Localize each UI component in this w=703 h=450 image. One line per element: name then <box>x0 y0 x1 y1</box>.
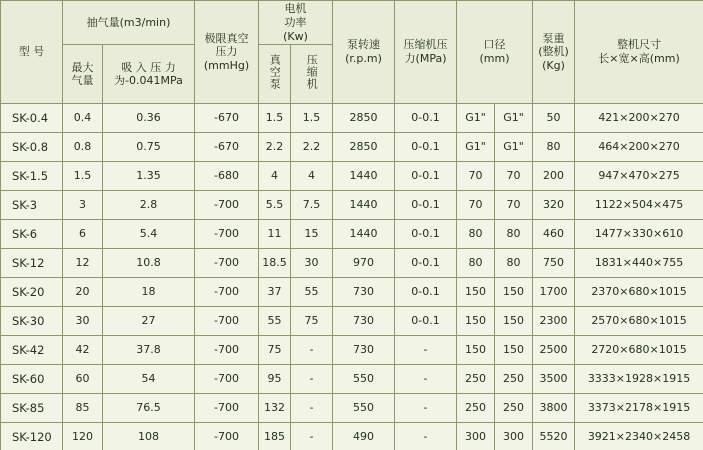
table-cell-motor-compressor: 2.2 <box>291 133 333 162</box>
table-row <box>1 220 703 249</box>
table-cell-suction-at-pressure: 27 <box>103 307 195 336</box>
table-cell-motor-compressor: - <box>291 423 333 450</box>
table-cell-suction-at-pressure: 0.75 <box>103 133 195 162</box>
table-cell-pump-speed: 970 <box>333 249 395 278</box>
table-cell-bore-in: 250 <box>457 365 495 394</box>
table-cell-ultimate-vacuum: -700 <box>195 365 259 394</box>
table-body <box>1 104 703 450</box>
table-cell-compressor-pressure: 0-0.1 <box>395 307 457 336</box>
header-row-1 <box>1 1 703 45</box>
table-cell-overall-size: 421×200×270 <box>575 104 703 133</box>
header-motor-vacuum <box>259 45 291 104</box>
table-cell-compressor-pressure: 0-0.1 <box>395 220 457 249</box>
table-header <box>1 1 703 104</box>
table-cell-suction-at-pressure: 1.35 <box>103 162 195 191</box>
table-row <box>1 336 703 365</box>
table-cell-overall-size: 464×200×270 <box>575 133 703 162</box>
table-cell-motor-compressor: - <box>291 394 333 423</box>
table-cell-bore-in: 150 <box>457 336 495 365</box>
table-cell-suction-max: 12 <box>63 249 103 278</box>
table-cell-suction-max: 3 <box>63 191 103 220</box>
header-overall-size-line2: 长×宽×高(mm) <box>598 52 680 66</box>
table-cell-pump-weight: 3500 <box>533 365 575 394</box>
table-cell-bore-in: 70 <box>457 191 495 220</box>
table-cell-model: SK-30 <box>1 307 63 336</box>
table-cell-ultimate-vacuum: -700 <box>195 307 259 336</box>
table-cell-compressor-pressure: 0-0.1 <box>395 278 457 307</box>
header-overall-size <box>575 1 703 104</box>
header-ultimate-vacuum-line1: 极限真空 <box>204 31 249 45</box>
table-cell-pump-speed: 730 <box>333 307 395 336</box>
header-pump-speed <box>333 1 395 104</box>
table-cell-compressor-pressure: - <box>395 365 457 394</box>
table-cell-ultimate-vacuum: -700 <box>195 191 259 220</box>
table-cell-overall-size: 3373×2178×1915 <box>575 394 703 423</box>
table-cell-bore-in: 300 <box>457 423 495 450</box>
table-cell-suction-at-pressure: 0.36 <box>103 104 195 133</box>
table-cell-pump-speed: 550 <box>333 365 395 394</box>
table-cell-pump-speed: 730 <box>333 336 395 365</box>
table-cell-compressor-pressure: 0-0.1 <box>395 133 457 162</box>
table-cell-compressor-pressure: - <box>395 336 457 365</box>
table-cell-overall-size: 3333×1928×1915 <box>575 365 703 394</box>
table-cell-suction-at-pressure: 37.8 <box>103 336 195 365</box>
table-cell-motor-compressor: - <box>291 365 333 394</box>
table-row <box>1 394 703 423</box>
table-cell-model: SK-3 <box>1 191 63 220</box>
table-cell-motor-compressor: 7.5 <box>291 191 333 220</box>
table-cell-pump-speed: 730 <box>333 278 395 307</box>
table-cell-model: SK-20 <box>1 278 63 307</box>
table-cell-overall-size: 3921×2340×2458 <box>575 423 703 450</box>
header-pump-speed-unit: (r.p.m) <box>345 52 382 66</box>
table-cell-ultimate-vacuum: -700 <box>195 394 259 423</box>
table-cell-ultimate-vacuum: -700 <box>195 423 259 450</box>
table-cell-overall-size: 2720×680×1015 <box>575 336 703 365</box>
table-cell-suction-max: 85 <box>63 394 103 423</box>
header-motor-unit: (Kw) <box>283 29 308 43</box>
header-suction-at-pressure-line2: 为-0.041MPa <box>114 74 183 88</box>
table-cell-motor-compressor: 75 <box>291 307 333 336</box>
table-cell-bore-out: 300 <box>495 423 533 450</box>
table-cell-pump-weight: 50 <box>533 104 575 133</box>
table-cell-pump-speed: 1440 <box>333 162 395 191</box>
header-suction-at-pressure <box>103 45 195 104</box>
header-motor-compressor <box>291 45 333 104</box>
table-cell-motor-vacuum: 2.2 <box>259 133 291 162</box>
table-cell-motor-vacuum: 95 <box>259 365 291 394</box>
table-cell-pump-weight: 320 <box>533 191 575 220</box>
header-model: 型 号 <box>1 1 63 104</box>
header-compressor-pressure-line1: 压缩机压 <box>403 38 448 52</box>
table-cell-motor-compressor: 55 <box>291 278 333 307</box>
table-cell-pump-weight: 1700 <box>533 278 575 307</box>
table-cell-ultimate-vacuum: -670 <box>195 104 259 133</box>
table-cell-motor-vacuum: 18.5 <box>259 249 291 278</box>
table-cell-suction-max: 0.8 <box>63 133 103 162</box>
table-cell-model: SK-42 <box>1 336 63 365</box>
table-cell-bore-out: 80 <box>495 249 533 278</box>
table-cell-pump-speed: 2850 <box>333 104 395 133</box>
table-cell-bore-out: 150 <box>495 336 533 365</box>
table-cell-suction-max: 1.5 <box>63 162 103 191</box>
table-cell-ultimate-vacuum: -700 <box>195 220 259 249</box>
header-pump-weight <box>533 1 575 104</box>
table-cell-bore-out: G1" <box>495 133 533 162</box>
table-cell-motor-vacuum: 5.5 <box>259 191 291 220</box>
table-cell-ultimate-vacuum: -700 <box>195 336 259 365</box>
table-cell-suction-at-pressure: 76.5 <box>103 394 195 423</box>
table-cell-ultimate-vacuum: -700 <box>195 249 259 278</box>
table-row <box>1 365 703 394</box>
table-cell-model: SK-6 <box>1 220 63 249</box>
table-cell-model: SK-12 <box>1 249 63 278</box>
table-cell-motor-vacuum: 1.5 <box>259 104 291 133</box>
table-row <box>1 104 703 133</box>
table-cell-pump-speed: 1440 <box>333 191 395 220</box>
table-cell-pump-weight: 200 <box>533 162 575 191</box>
table-cell-pump-speed: 550 <box>333 394 395 423</box>
header-pump-speed-line1: 泵转速 <box>347 38 381 52</box>
table-cell-compressor-pressure: 0-0.1 <box>395 249 457 278</box>
table-cell-compressor-pressure: 0-0.1 <box>395 191 457 220</box>
table-cell-motor-compressor: - <box>291 336 333 365</box>
table-cell-overall-size: 947×470×275 <box>575 162 703 191</box>
table-cell-bore-out: G1" <box>495 104 533 133</box>
table-cell-bore-in: 80 <box>457 249 495 278</box>
table-cell-pump-weight: 2500 <box>533 336 575 365</box>
table-cell-motor-compressor: 15 <box>291 220 333 249</box>
header-bore <box>457 1 533 104</box>
table-cell-motor-compressor: 30 <box>291 249 333 278</box>
table-cell-ultimate-vacuum: -700 <box>195 278 259 307</box>
table-cell-pump-speed: 2850 <box>333 133 395 162</box>
table-row <box>1 162 703 191</box>
table-cell-pump-weight: 3800 <box>533 394 575 423</box>
table-cell-pump-weight: 2300 <box>533 307 575 336</box>
table-cell-compressor-pressure: 0-0.1 <box>395 162 457 191</box>
table-cell-motor-vacuum: 132 <box>259 394 291 423</box>
header-suction-max-line2: 气量 <box>71 74 94 88</box>
table-cell-pump-weight: 80 <box>533 133 575 162</box>
table-row <box>1 307 703 336</box>
table-cell-suction-at-pressure: 10.8 <box>103 249 195 278</box>
table-cell-model: SK-0.4 <box>1 104 63 133</box>
table-cell-bore-out: 150 <box>495 307 533 336</box>
table-cell-bore-out: 250 <box>495 394 533 423</box>
table-cell-motor-vacuum: 55 <box>259 307 291 336</box>
table-cell-suction-at-pressure: 18 <box>103 278 195 307</box>
table-cell-pump-weight: 460 <box>533 220 575 249</box>
table-row <box>1 133 703 162</box>
header-suction-at-pressure-line1: 吸 入 压 力 <box>121 60 176 74</box>
table-cell-model: SK-60 <box>1 365 63 394</box>
table-cell-overall-size: 2570×680×1015 <box>575 307 703 336</box>
table-cell-bore-out: 150 <box>495 278 533 307</box>
table-cell-model: SK-85 <box>1 394 63 423</box>
table-cell-pump-speed: 1440 <box>333 220 395 249</box>
table-cell-bore-in: 150 <box>457 307 495 336</box>
table-cell-model: SK-120 <box>1 423 63 450</box>
table-cell-bore-out: 70 <box>495 191 533 220</box>
table-cell-bore-in: 250 <box>457 394 495 423</box>
table-cell-suction-max: 20 <box>63 278 103 307</box>
table-cell-bore-out: 80 <box>495 220 533 249</box>
table-cell-suction-at-pressure: 2.8 <box>103 191 195 220</box>
header-compressor-pressure-line2: 力(MPa) <box>404 52 447 66</box>
header-suction-max <box>63 45 103 104</box>
table-cell-overall-size: 1477×330×610 <box>575 220 703 249</box>
header-pump-weight-line1: 泵重 <box>542 31 565 45</box>
header-overall-size-line1: 整机尺寸 <box>617 38 662 52</box>
table-cell-suction-max: 42 <box>63 336 103 365</box>
table-cell-motor-vacuum: 11 <box>259 220 291 249</box>
table-cell-ultimate-vacuum: -670 <box>195 133 259 162</box>
header-suction-max-line1: 最大 <box>71 60 94 74</box>
header-motor-compressor-label: 压缩机 <box>305 54 319 91</box>
table-cell-motor-vacuum: 185 <box>259 423 291 450</box>
table-cell-ultimate-vacuum: -680 <box>195 162 259 191</box>
table-cell-bore-out: 70 <box>495 162 533 191</box>
table-cell-overall-size: 2370×680×1015 <box>575 278 703 307</box>
table-cell-suction-max: 0.4 <box>63 104 103 133</box>
table-cell-suction-at-pressure: 108 <box>103 423 195 450</box>
table-cell-model: SK-1.5 <box>1 162 63 191</box>
table-row <box>1 423 703 450</box>
table-cell-bore-in: 80 <box>457 220 495 249</box>
header-motor-line2: 功率 <box>284 15 307 29</box>
table-cell-model: SK-0.8 <box>1 133 63 162</box>
table-cell-suction-at-pressure: 54 <box>103 365 195 394</box>
table-row <box>1 249 703 278</box>
table-cell-suction-max: 60 <box>63 365 103 394</box>
header-pump-weight-unit: (Kg) <box>542 59 565 72</box>
table-row <box>1 278 703 307</box>
table-cell-pump-weight: 5520 <box>533 423 575 450</box>
header-ultimate-vacuum <box>195 1 259 104</box>
header-bore-unit: (mm) <box>479 52 510 66</box>
table-cell-overall-size: 1122×504×475 <box>575 191 703 220</box>
table-cell-motor-compressor: 4 <box>291 162 333 191</box>
table-row <box>1 191 703 220</box>
header-suction-group: 抽气量(m3/min) <box>63 1 195 45</box>
table-cell-bore-out: 250 <box>495 365 533 394</box>
table-cell-pump-weight: 750 <box>533 249 575 278</box>
header-motor-vacuum-label: 真空泵 <box>268 54 282 91</box>
table-cell-compressor-pressure: - <box>395 423 457 450</box>
table-cell-suction-at-pressure: 5.4 <box>103 220 195 249</box>
table-cell-suction-max: 30 <box>63 307 103 336</box>
header-bore-line1: 口径 <box>483 38 506 52</box>
table-cell-bore-in: G1" <box>457 104 495 133</box>
table-cell-bore-in: 70 <box>457 162 495 191</box>
header-ultimate-vacuum-unit: (mmHg) <box>203 59 250 72</box>
table-cell-bore-in: G1" <box>457 133 495 162</box>
table-cell-compressor-pressure: - <box>395 394 457 423</box>
table-cell-motor-vacuum: 37 <box>259 278 291 307</box>
header-motor-power-group <box>259 1 333 45</box>
table-cell-motor-vacuum: 75 <box>259 336 291 365</box>
header-compressor-pressure <box>395 1 457 104</box>
header-pump-weight-line2: (整机) <box>538 45 569 59</box>
table-cell-motor-compressor: 1.5 <box>291 104 333 133</box>
table-cell-compressor-pressure: 0-0.1 <box>395 104 457 133</box>
table-cell-motor-vacuum: 4 <box>259 162 291 191</box>
table-cell-suction-max: 120 <box>63 423 103 450</box>
header-motor-line1: 电机 <box>284 2 307 15</box>
table-cell-bore-in: 150 <box>457 278 495 307</box>
table-cell-pump-speed: 490 <box>333 423 395 450</box>
table-cell-overall-size: 1831×440×755 <box>575 249 703 278</box>
header-ultimate-vacuum-line2: 压力 <box>215 45 238 59</box>
table-cell-suction-max: 6 <box>63 220 103 249</box>
